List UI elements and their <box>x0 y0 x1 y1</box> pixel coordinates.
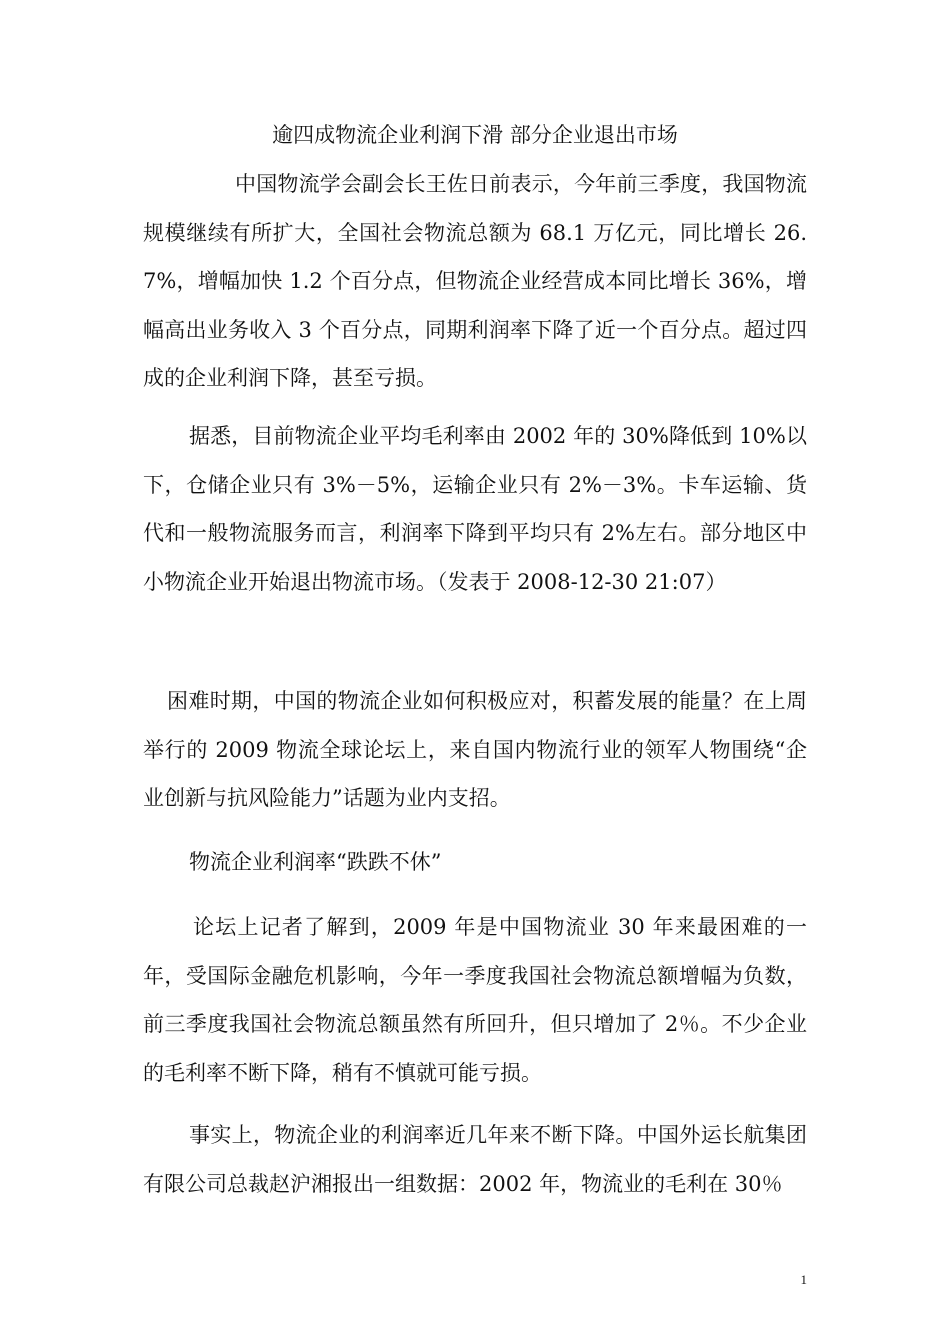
page-number: 1 <box>800 1272 807 1287</box>
paragraph-3: 困难时期，中国的物流企业如何积极应对，积蓄发展的能量？在上周举行的 2009 物流全球论坛上，来自国内物流行业的领军人物围绕“企业创新与抗风险能力”话题为业内支招。 <box>143 689 807 810</box>
document-title: 逾四成物流企业利润下滑 部分企业退出市场 <box>272 123 678 147</box>
paragraph-1: 中国物流学会副会长王佐日前表示，今年前三季度，我国物流规模继续有所扩大，全国社会物流总额为 68.1 万亿元，同比增长 26.7%，增幅加快 1.2 个百分点，但物流企业经营成本同比增长 36%，增幅高出业务收入 3 个百分点，同期利润率下降了近一个百分点。超过四成的企业利润下降，甚至亏损。 <box>143 172 807 390</box>
paragraph-2: 据悉，目前物流企业平均毛利率由 2002 年的 30%降低到 10%以下，仓储企业只有 3%－5%，运输企业只有 2%－3%。卡车运输、货代和一般物流服务而言，利润率下降到平均只有 2%左右。部分地区中小物流企业开始退出物流市场。（发表于 2008-12-30 21:07） <box>143 424 807 594</box>
paragraph-5: 事实上，物流企业的利润率近几年来不断下降。中国外运长航集团有限公司总裁赵沪湘报出一组数据：2002 年，物流业的毛利在 30％ <box>143 1123 807 1196</box>
section-heading: 物流企业利润率“跌跌不休” <box>189 850 442 874</box>
paragraph-4: 论坛上记者了解到，2009 年是中国物流业 30 年来最困难的一年，受国际金融危机影响，今年一季度我国社会物流总额增幅为负数，前三季度我国社会物流总额虽然有所回升，但只增加了 2％。不少企业的毛利率不断下降，稍有不慎就可能亏损。 <box>143 915 807 1085</box>
